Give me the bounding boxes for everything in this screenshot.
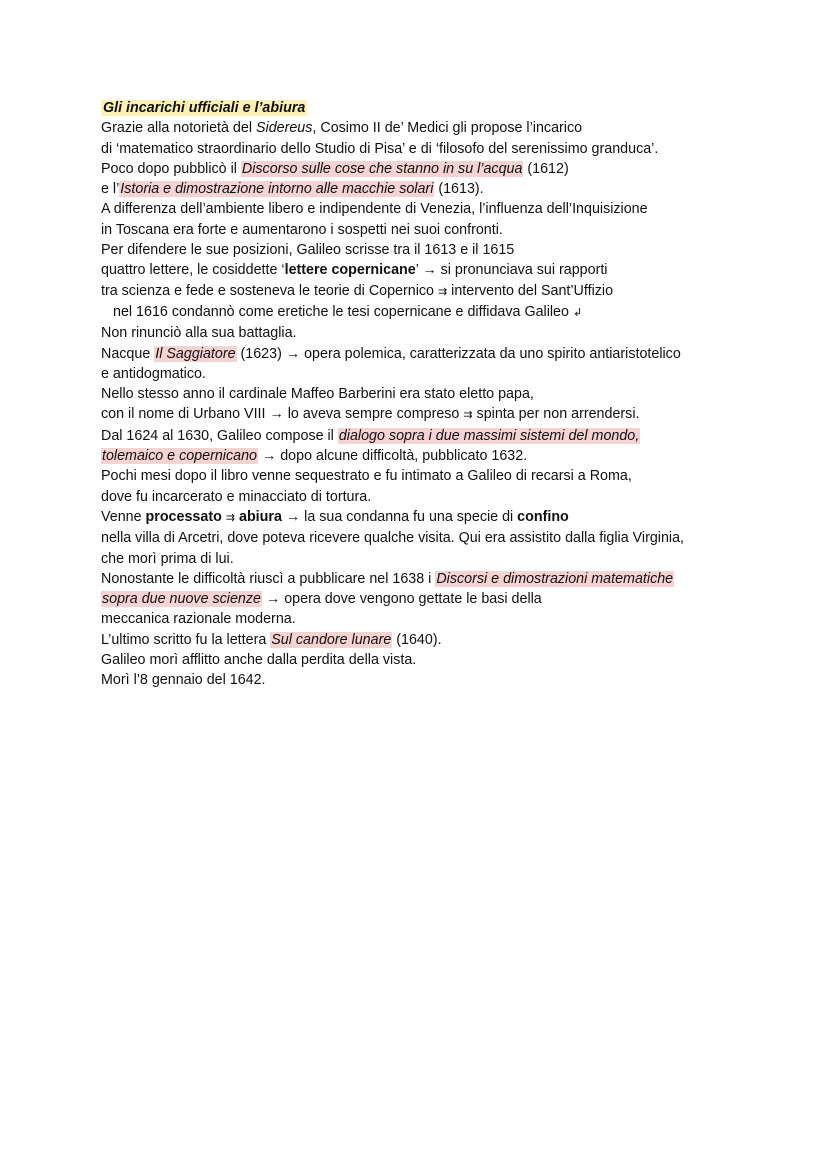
- line: [101, 179, 801, 199]
- text: L’ultimo scritto fu la lettera: [101, 631, 271, 648]
- highlighted-work-title: dialogo sopra i due massimi sistemi del mondo,: [338, 427, 640, 444]
- text: Nonostante le difficoltà riuscì a pubblicare nel 1638 i: [101, 570, 436, 587]
- line: di ‘matematico straordinario dello Studio di Pisa’ e di ‘filosofo del serenissimo granduca’.: [101, 140, 659, 157]
- text: intervento del Sant’Uffizio: [447, 282, 614, 299]
- highlighted-work-title: Il Saggiatore: [155, 345, 236, 362]
- line: [101, 302, 801, 323]
- text: quattro lettere, le cosiddette ‘: [101, 262, 285, 279]
- bold-term: lettere copernicane: [284, 262, 416, 279]
- line: [101, 507, 801, 528]
- line: che morì prima di lui.: [101, 550, 234, 567]
- line: [101, 630, 801, 650]
- text: ’ → si pronunciava sui rapporti: [415, 262, 608, 279]
- highlighted-work-title: Istoria e dimostrazione intorno alle macchie solari: [120, 181, 434, 198]
- text: , Cosimo II de’ Medici gli propose l’incarico: [312, 120, 583, 137]
- text: (1612): [523, 160, 569, 177]
- line: [101, 589, 801, 609]
- line: Non rinunciò alla sua battaglia.: [101, 325, 297, 342]
- line: A differenza dell’ambiente libero e indipendente di Venezia, l’influenza dell’Inquisizione: [101, 201, 648, 218]
- line: [101, 281, 801, 302]
- highlighted-work-title: Sul candore lunare: [271, 631, 392, 648]
- highlighted-work-title: sopra due nuove scienze: [102, 591, 261, 608]
- double-arrow-icon: ⇉: [463, 409, 473, 422]
- line: [101, 569, 801, 589]
- work-title: Sidereus: [255, 120, 313, 137]
- line: Galileo morì afflitto anche dalla perdita della vista.: [101, 652, 417, 669]
- highlighted-work-title: Discorso sulle cose che stanno in su l’acqua: [241, 160, 523, 177]
- bold-term: confino: [517, 508, 569, 525]
- text: tra scienza e fede e sosteneva le teorie di Copernico: [101, 282, 438, 299]
- line: [101, 118, 801, 138]
- text: nel 1616 condannò come eretiche le tesi copernicane e diffidava Galileo: [113, 303, 573, 320]
- text: e l’: [101, 181, 120, 198]
- line: in Toscana era forte e aumentarono i sospetti nei suoi confronti.: [101, 221, 503, 238]
- line: Nello stesso anno il cardinale Maffeo Barberini era stato eletto papa,: [101, 386, 534, 403]
- text: spinta per non arrendersi.: [472, 406, 640, 423]
- line: [101, 426, 801, 446]
- text: → opera dove vengono gettate le basi della: [261, 591, 542, 608]
- text: Nacque: [101, 345, 155, 362]
- line: [101, 159, 801, 179]
- return-arrow-icon: ↲: [572, 306, 583, 319]
- bold-term: processato: [145, 508, 222, 525]
- text: → la sua condanna fu una specie di: [281, 508, 518, 525]
- text: (1613).: [434, 181, 484, 198]
- section-title: Gli incarichi ufficiali e l’abiura: [103, 100, 306, 116]
- document-body: [101, 98, 801, 691]
- double-arrow-icon: ⇉: [225, 511, 236, 524]
- line: meccanica razionale moderna.: [101, 611, 296, 628]
- highlighted-work-title: tolemaico e copernicano: [102, 448, 257, 465]
- text: Venne: [101, 508, 146, 525]
- highlighted-work-title: Discorsi e dimostrazioni matematiche: [436, 570, 674, 587]
- double-arrow-icon: ⇉: [437, 285, 448, 298]
- line: nella villa di Arcetri, dove poteva ricevere qualche visita. Qui era assistito dalla figlia Virginia,: [101, 530, 685, 547]
- text: Grazie alla notorietà del: [101, 120, 256, 137]
- line: [101, 344, 801, 364]
- line: [101, 404, 801, 425]
- text: Poco dopo pubblicò il: [101, 160, 241, 177]
- line: Per difendere le sue posizioni, Galileo scrisse tra il 1613 e il 1615: [101, 242, 515, 259]
- line: [101, 98, 801, 118]
- line: Pochi mesi dopo il libro venne sequestrato e fu intimato a Galileo di recarsi a Roma,: [101, 468, 632, 485]
- text: con il nome di Urbano VIII → lo aveva sempre compreso: [101, 406, 464, 423]
- line: dove fu incarcerato e minacciato di tortura.: [101, 488, 372, 505]
- line: e antidogmatico.: [101, 365, 206, 382]
- line: [101, 446, 801, 466]
- text: Dal 1624 al 1630, Galileo compose il: [101, 427, 338, 444]
- text: → dopo alcune difficoltà, pubblicato 1632.: [257, 448, 528, 465]
- line: Morì l’8 gennaio del 1642.: [101, 672, 266, 689]
- text: (1623) → opera polemica, caratterizzata da uno spirito antiaristotelico: [236, 345, 681, 362]
- bold-term: abiura: [239, 508, 282, 525]
- line: [101, 260, 801, 280]
- text: (1640).: [392, 631, 442, 648]
